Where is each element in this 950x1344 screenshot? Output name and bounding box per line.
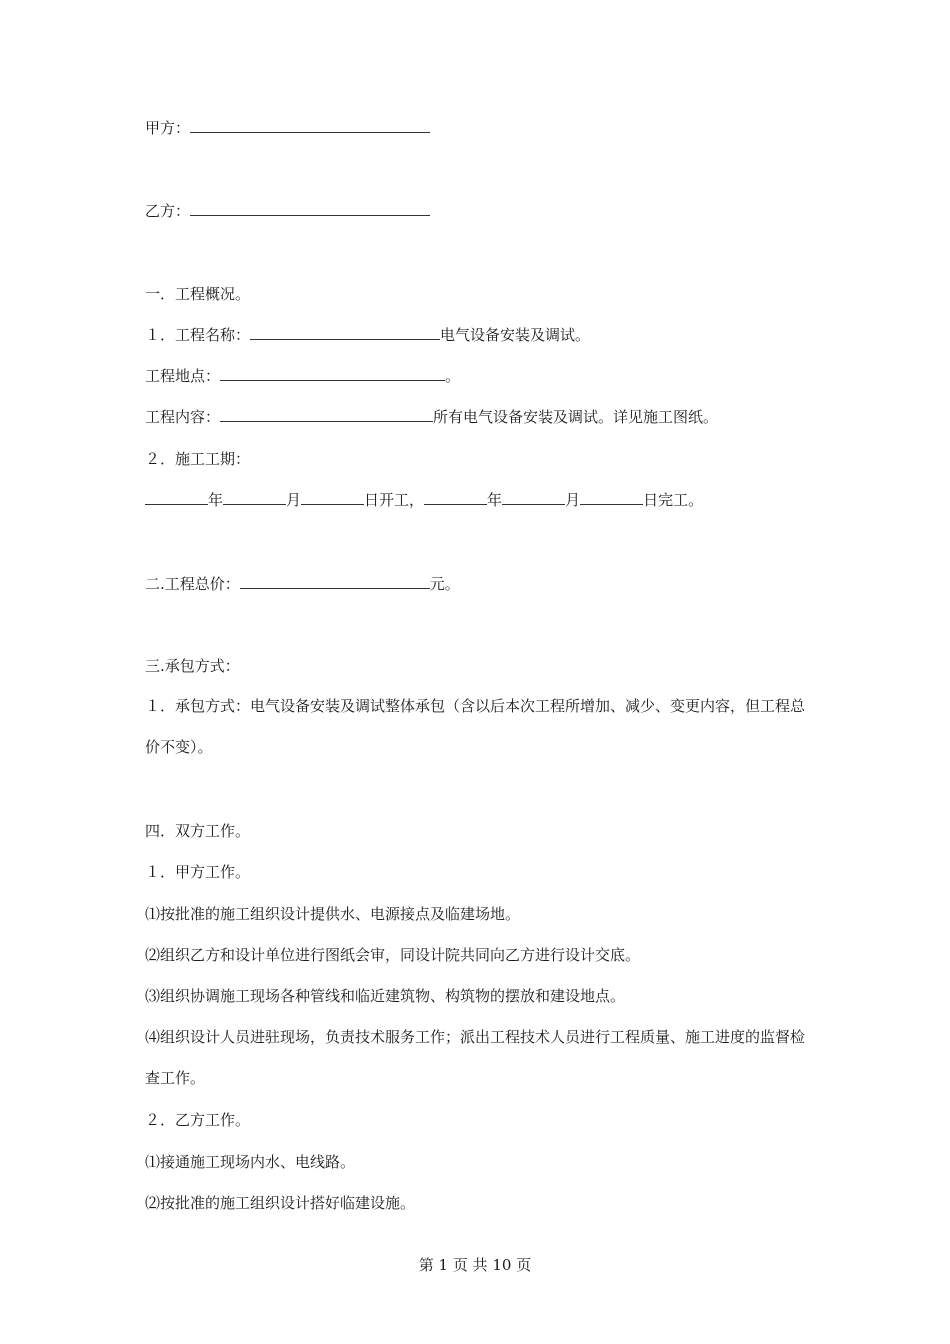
end-year-unit: 年 [487, 491, 503, 509]
party-b-label: 乙方： [145, 202, 191, 220]
start-month-unit: 月 [286, 491, 302, 509]
start-year-unit: 年 [208, 491, 224, 509]
construction-period-line [145, 490, 703, 510]
project-location-suffix: 。 [445, 367, 461, 385]
project-content-suffix: 所有电气设备安装及调试。详见施工图纸。 [433, 408, 719, 426]
party-a-work-item-4: ⑷组织设计人员进驻现场，负责技术服务工作；派出工程技术人员进行工程质量、施工进度的监督检查工作。 [145, 1028, 806, 1087]
start-day-blank[interactable] [301, 490, 364, 505]
end-month-unit: 月 [565, 491, 581, 509]
construction-period-label: ２．施工工期： [145, 450, 251, 468]
end-day-blank[interactable] [580, 490, 643, 505]
section4-title: 四．双方工作。 [145, 822, 251, 840]
project-name-line [145, 325, 590, 345]
project-content-blank[interactable] [220, 407, 433, 422]
project-name-blank[interactable] [250, 325, 440, 340]
party-b-line [145, 201, 430, 221]
start-year-blank[interactable] [145, 490, 208, 505]
end-year-blank[interactable] [424, 490, 487, 505]
project-content-label: 工程内容： [145, 408, 221, 426]
party-a-blank[interactable] [190, 118, 430, 133]
party-a-work-item-1: ⑴按批准的施工组织设计提供水、电源接点及临建场地。 [145, 905, 521, 923]
party-a-work-item-3: ⑶组织协调施工现场各种管线和临近建筑物、构筑物的摆放和建设地点。 [145, 987, 626, 1005]
end-day-unit: 日完工。 [643, 491, 704, 509]
section1-title: 一．工程概况。 [145, 285, 251, 303]
section3-title: 三.承包方式： [145, 657, 240, 675]
total-price-suffix: 元。 [429, 575, 460, 593]
project-location-blank[interactable] [220, 366, 445, 381]
project-location-label: 工程地点： [145, 367, 221, 385]
total-price-line [145, 574, 460, 594]
project-content-line [145, 407, 718, 427]
project-location-line [145, 366, 460, 386]
party-a-label: 甲方： [145, 119, 191, 137]
start-day-unit: 日开工， [364, 491, 425, 509]
contract-method-paragraph: １．承包方式：电气设备安装及调试整体承包（含以后本次工程所增加、减少、变更内容，但工程总价不变）。 [145, 697, 806, 756]
project-name-suffix: 电气设备安装及调试。 [440, 326, 591, 344]
party-b-blank[interactable] [190, 201, 430, 216]
total-price-label: 二.工程总价： [145, 575, 240, 593]
page-footer: 第 1 页 共 10 页 [418, 1256, 532, 1274]
project-name-label: １．工程名称： [145, 326, 251, 344]
end-month-blank[interactable] [502, 490, 565, 505]
party-b-work-title: ２．乙方工作。 [145, 1111, 251, 1129]
party-b-work-item-1: ⑴接通施工现场内水、电线路。 [145, 1153, 356, 1171]
party-a-line [145, 118, 430, 138]
start-month-blank[interactable] [223, 490, 286, 505]
party-a-work-title: １．甲方工作。 [145, 863, 251, 881]
party-a-work-item-2: ⑵组织乙方和设计单位进行图纸会审，同设计院共同向乙方进行设计交底。 [145, 946, 641, 964]
total-price-blank[interactable] [240, 574, 430, 589]
party-b-work-item-2: ⑵按批准的施工组织设计搭好临建设施。 [145, 1194, 416, 1212]
